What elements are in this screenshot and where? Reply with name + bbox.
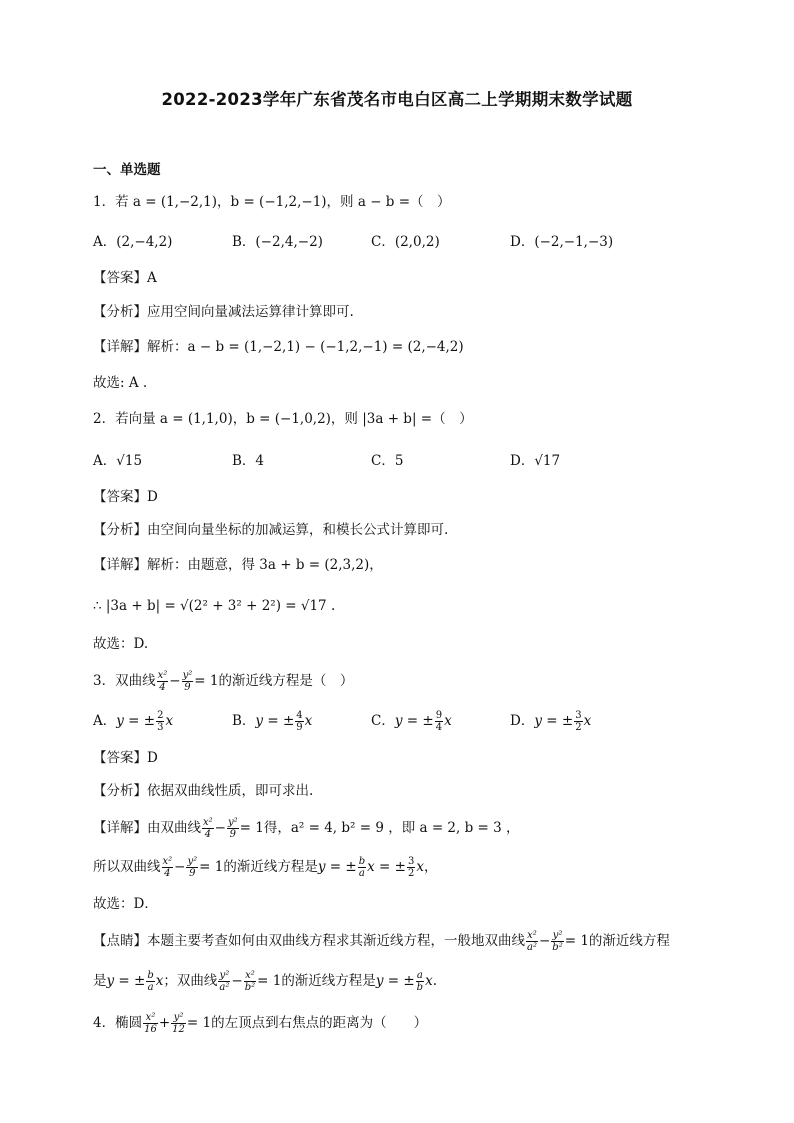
q1-conclusion: 故选: A .: [93, 375, 148, 391]
q1-option-a: A．(2,−4,2): [93, 234, 173, 250]
q3-detail: 【详解】由双曲线 $\frac{\text{x²}}{4}$ − $\frac{\text{y²}}{9}$ = 1得，a² = 4, b² = 9 ，即 a = 2, b = 3 ，: [93, 817, 520, 840]
q3-option-c: C．y = ± $\frac{9}{4}$ x: [371, 710, 452, 733]
q3-answer: [93, 748, 158, 768]
q1-stem: 1．若 a = (1,−2,1)，b = (−1,2,−1)，则 a − b =（ ）: [93, 194, 451, 210]
q1-option-c: C．(2,0,2): [371, 234, 440, 250]
q2-option-c: C．5: [371, 453, 404, 469]
q3-detail-line2: 所以双曲线 $\frac{\text{x²}}{4}$ − $\frac{\text{y²}}{9}$ = 1的渐近线方程是y = ± $\frac{b}{a}$ x = ± $\frac{3}{2}$ x，: [93, 856, 438, 879]
q3-option-a: A．y = ± $\frac{2}{3}$ x: [93, 710, 174, 733]
q2-analysis-text: 由空间向量坐标的加减运算，和模长公式计算即可.: [147, 522, 449, 538]
q1-analysis: [93, 302, 354, 322]
comment-tag: 【点睛】: [93, 933, 147, 949]
detail-tag: 【详解】: [93, 820, 147, 836]
q3-stem-pre: 3．双曲线: [93, 673, 156, 689]
q3-option-c-label: C．: [371, 713, 395, 729]
analysis-tag: 【分析】: [93, 304, 147, 320]
q4-stem: 4．椭圆 $\frac{\text{x²}}{16}$ + $\frac{\text{y²}}{12}$ = 1的左顶点到右焦点的距离为（ ）: [93, 1012, 428, 1035]
section-heading: 一、单选题: [93, 162, 161, 178]
answer-tag: 【答案】: [93, 270, 147, 286]
answer-tag: 【答案】: [93, 489, 147, 505]
q2-option-b: B．4: [232, 453, 265, 469]
q3-stem-post: 的渐近线方程是（ ）: [218, 673, 354, 689]
q3-option-d: D．y = ± $\frac{3}{2}$ x: [510, 710, 592, 733]
detail-tag: 【详解】: [93, 339, 147, 355]
q1-detail: [93, 337, 464, 357]
q3-comment: 【点睛】本题主要考查如何由双曲线方程求其渐近线方程，一般地双曲线 $\frac{\text{x²}}{\text{a²}}$ − $\frac{\text{y²}}{\text{b²}}$ = 1的渐近线方程: [93, 930, 670, 953]
q3-option-b: B．y = ± $\frac{4}{9}$ x: [232, 710, 313, 733]
q2-detail-text: 解析：由题意，得 3a + b = (2,3,2)，: [147, 557, 383, 573]
q1-answer-value: A: [147, 270, 157, 286]
q1-detail-text: 解析：a − b = (1,−2,1) − (−1,2,−1) = (2,−4,2): [147, 339, 464, 355]
q1-answer: [93, 268, 157, 288]
q2-detail2: ∴ |3a + b| = √(2² + 3² + 2²) = √17 .: [93, 598, 336, 614]
q1-option-b: B．(−2,4,−2): [232, 234, 323, 250]
analysis-tag: 【分析】: [93, 522, 147, 538]
answer-tag: 【答案】: [93, 750, 147, 766]
q2-analysis: [93, 520, 448, 540]
q2-answer-value: D: [147, 489, 158, 505]
q1-analysis-text: 应用空间向量减法运算律计算即可.: [147, 304, 354, 320]
q2-option-a: A．√15: [93, 453, 143, 469]
q3-analysis: [93, 781, 313, 801]
q3-answer-value: D: [147, 750, 158, 766]
q3-comment-line2: 是y = ± $\frac{b}{a}$ x；双曲线 $\frac{\text{y²}}{\text{a²}}$ − $\frac{\text{x²}}{\text{b²}}$ = 1的渐近线方程是y = ± $\frac{a}{b}$ x.: [93, 970, 437, 993]
detail-tag: 【详解】: [93, 557, 147, 573]
q3-option-a-label: A．: [93, 713, 117, 729]
q3-analysis-text: 依据双曲线性质，即可求出.: [147, 783, 314, 799]
q2-option-d: D．√17: [510, 453, 561, 469]
q2-conclusion: 故选：D.: [93, 636, 149, 652]
analysis-tag: 【分析】: [93, 783, 147, 799]
q3-stem: 3．双曲线 $\frac{\text{x²}}{4}$ − $\frac{\text{y²}}{9}$ = 1的渐近线方程是（ ）: [93, 670, 354, 693]
q2-detail: [93, 555, 383, 575]
q3-option-b-label: B．: [232, 713, 256, 729]
q2-stem: 2．若向量 a = (1,1,0)，b = (−1,0,2)，则 |3a + b| =（ ）: [93, 411, 473, 427]
q3-option-d-label: D．: [510, 713, 535, 729]
q2-answer: [93, 487, 158, 507]
q3-conclusion: 故选：D．: [93, 896, 158, 912]
page-title: 2022-2023学年广东省茂名市电白区高二上学期期末数学试题: [161, 90, 633, 109]
q1-option-d: D．(−2,−1,−3): [510, 234, 614, 250]
